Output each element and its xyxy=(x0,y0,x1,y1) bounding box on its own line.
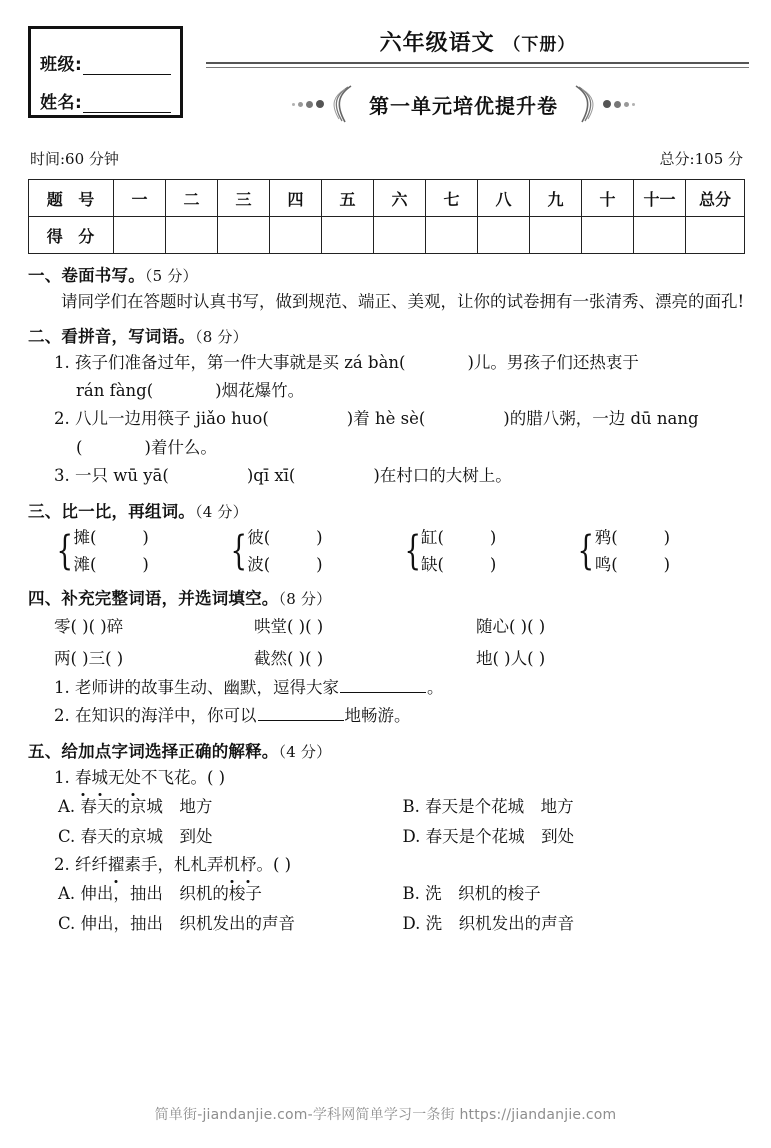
score-col-3: 三 xyxy=(218,180,270,217)
s5q2-option-d[interactable]: D. 洗 织机发出的声音 xyxy=(402,913,575,933)
s5q2-suffix[interactable]: 。( ) xyxy=(256,854,292,874)
s5q2-prefix: 2. 纤纤 xyxy=(54,854,108,874)
class-label: 班级: xyxy=(40,55,83,75)
score-col-1: 一 xyxy=(114,180,166,217)
exam-meta-row xyxy=(30,148,743,169)
section-2-question-2-line-1 xyxy=(28,405,747,433)
paper-subject: 六年级语文 xyxy=(379,31,495,56)
s5q1-prefix: 1. xyxy=(54,767,75,787)
s2q1-part-a: 1. 孩子们准备过年，第一件大事就是买 zá bàn( xyxy=(54,352,406,372)
section-5-question-1-options-row-2 xyxy=(28,822,747,851)
section-5-question-1-stem xyxy=(28,764,747,792)
section-1-points: （5 分） xyxy=(144,267,198,285)
s5q1-option-a[interactable]: A. 春天的京城 地方 xyxy=(58,797,213,817)
s5q1-suffix[interactable]: 不飞花。( ) xyxy=(141,767,226,787)
score-table-row-label-2: 得 分 xyxy=(29,217,114,254)
section-4-fill-2 xyxy=(28,702,747,730)
word-group-2 xyxy=(226,524,400,579)
score-entry-3[interactable] xyxy=(218,217,270,254)
s5q2-option-b[interactable]: B. 洗 织机的梭子 xyxy=(402,884,541,904)
s4f2-part-a: 2. 在知识的海洋中，你可以 xyxy=(54,706,257,726)
s2q2-part-b: )着 hè sè( xyxy=(346,409,426,429)
score-entry-10[interactable] xyxy=(582,217,634,254)
score-entry-4[interactable] xyxy=(270,217,322,254)
s5q2-emphasis-char-1: 擢 xyxy=(108,851,125,879)
page-title xyxy=(206,26,749,62)
section-2-question-1-line-1 xyxy=(28,349,747,377)
score-entry-9[interactable] xyxy=(530,217,582,254)
section-2-question-2-line-2 xyxy=(28,434,747,462)
score-entry-11[interactable] xyxy=(634,217,686,254)
ornament-right-icon xyxy=(574,84,635,124)
score-col-7: 七 xyxy=(426,180,478,217)
s2q3-part-c: )在村口的大树上。 xyxy=(373,466,512,486)
idiom-6[interactable]: 地( )人( ) xyxy=(476,648,546,668)
word-group-1-bottom[interactable]: 滩( ) xyxy=(73,554,149,574)
score-entry-2[interactable] xyxy=(166,217,218,254)
ornament-left-dots xyxy=(292,100,324,108)
word-group-4 xyxy=(573,524,747,579)
table-row-scores xyxy=(29,217,745,254)
section-5-question-2-options-row-2 xyxy=(28,909,747,938)
section-5-heading xyxy=(28,738,747,762)
score-col-11: 十一 xyxy=(634,180,686,217)
score-col-8: 八 xyxy=(478,180,530,217)
chevron-right-flourish-icon xyxy=(574,84,600,124)
section-2-question-1-line-2 xyxy=(28,377,747,405)
exam-paper-page xyxy=(0,26,771,1148)
total-score-text: 总分:105 分 xyxy=(659,150,743,168)
idiom-4[interactable]: 两( )三( ) xyxy=(54,648,124,668)
brace-icon: { xyxy=(56,527,73,574)
s5q2-mid: 素手，札札弄 xyxy=(124,854,224,874)
score-col-9: 九 xyxy=(530,180,582,217)
s2q2-part-c: )的腊八粥，一边 dū nang xyxy=(503,409,699,429)
paper-volume: （下册） xyxy=(503,35,576,55)
s4f1-part-a: 1. 老师讲的故事生动、幽默，逗得大家 xyxy=(54,678,339,698)
exam-title-row xyxy=(178,84,749,124)
section-1-heading xyxy=(28,262,747,286)
brace-icon: { xyxy=(230,527,247,574)
score-entry-6[interactable] xyxy=(374,217,426,254)
idiom-5[interactable]: 截然( )( ) xyxy=(254,648,324,668)
word-group-4-bottom[interactable]: 鸣( ) xyxy=(594,554,671,574)
exam-title: 第一单元培优提升卷 xyxy=(369,93,558,118)
score-col-6: 六 xyxy=(374,180,426,217)
s4f2-part-b: 地畅游。 xyxy=(344,706,411,726)
time-limit-text: 时间:60 分钟 xyxy=(30,150,119,168)
s2q1-part-c: rán fàng( xyxy=(76,381,154,401)
score-entry-5[interactable] xyxy=(322,217,374,254)
score-col-total: 总分 xyxy=(686,180,745,217)
section-4-points: （8 分） xyxy=(278,590,332,609)
score-col-10: 十 xyxy=(582,180,634,217)
student-info-box xyxy=(28,26,183,118)
brace-icon: { xyxy=(577,527,595,574)
score-entry-7[interactable] xyxy=(426,217,478,254)
class-field-row xyxy=(40,37,171,75)
word-group-4-top[interactable]: 鸦( ) xyxy=(594,527,671,547)
score-col-4: 四 xyxy=(270,180,322,217)
section-4-idioms-row-1 xyxy=(28,611,747,642)
section-1-paragraph: 请同学们在答题时认真书写，做到规范、端正、美观，让你的试卷拥有一张清秀、漂亮的面孔! xyxy=(61,292,745,311)
section-3-title: 三、比一比，再组词。 xyxy=(28,501,195,521)
section-4-fill-1 xyxy=(28,674,747,702)
word-group-3 xyxy=(400,524,574,579)
score-col-2: 二 xyxy=(166,180,218,217)
section-5-points: （4 分） xyxy=(278,742,332,761)
footer-watermark: 简单街-jiandanjie.com-学科网简单学习一条街 https://jiandanjie.com xyxy=(154,1107,617,1123)
section-2-heading xyxy=(28,323,747,347)
section-2-question-3 xyxy=(28,462,747,490)
word-group-2-top[interactable]: 彼( ) xyxy=(247,527,323,547)
section-5-question-1-options-row-1 xyxy=(28,792,747,821)
s5q1-mid: 无 xyxy=(108,767,125,787)
brace-icon: { xyxy=(403,527,421,574)
class-input-line[interactable] xyxy=(83,54,171,75)
s5q1-option-d[interactable]: D. 春天是个花城 到处 xyxy=(402,826,575,846)
idiom-2[interactable]: 哄堂( )( ) xyxy=(254,617,324,637)
s5q1-option-b[interactable]: B. 春天是个花城 地方 xyxy=(402,797,574,817)
title-divider xyxy=(206,62,749,68)
score-col-5: 五 xyxy=(322,180,374,217)
word-group-3-top[interactable]: 缸( ) xyxy=(420,527,497,547)
ornament-left-icon xyxy=(292,84,353,124)
section-1-title: 一、卷面书写。 xyxy=(28,266,145,285)
s5q1-emphasis-char-2: 城 xyxy=(92,764,109,792)
s2q1-part-b: )儿。男孩子们还热衷于 xyxy=(467,352,639,372)
s5q2-option-c[interactable]: C. 伸出，抽出 织机发出的声音 xyxy=(58,913,296,933)
s4f2-blank[interactable] xyxy=(258,705,344,721)
section-4-heading xyxy=(28,585,747,609)
s2q3-part-b: )qī xī( xyxy=(246,466,296,486)
s5q1-emphasis-char-1: 春 xyxy=(75,764,92,792)
s2q3-part-a: 3. 一只 wū yā( xyxy=(54,466,169,486)
s5q2-emphasis-char-3: 杼 xyxy=(240,851,257,879)
word-group-1-top[interactable]: 摊( ) xyxy=(73,527,149,547)
s2q2-part-a: 2. 八儿一边用筷子 jiǎo huo( xyxy=(54,409,269,429)
section-5-question-2-stem xyxy=(28,851,747,879)
section-4-title: 四、补充完整词语，并选词填空。 xyxy=(28,589,279,609)
s4f1-part-b: 。 xyxy=(427,678,444,698)
section-2-title: 二、看拼音，写词语。 xyxy=(28,326,195,346)
section-5-question-2-options-row-1 xyxy=(28,879,747,908)
s5q2-emphasis-char-2: 机 xyxy=(224,851,241,879)
ornament-right-dots xyxy=(603,100,635,108)
idiom-3[interactable]: 随心( )( ) xyxy=(476,617,546,637)
s5q1-option-c[interactable]: C. 春天的京城 到处 xyxy=(58,826,213,846)
score-entry-1[interactable] xyxy=(114,217,166,254)
page-header xyxy=(28,26,749,136)
score-table xyxy=(28,179,745,254)
section-2-points: （8 分） xyxy=(195,327,248,346)
s5q2-option-a[interactable]: A. 伸出，抽出 织机的梭子 xyxy=(58,884,262,904)
section-3-heading xyxy=(28,498,747,522)
title-block xyxy=(206,26,749,68)
name-label: 姓名: xyxy=(40,93,83,113)
word-group-2-bottom[interactable]: 波( ) xyxy=(247,554,323,574)
score-table-row-label-1: 题 号 xyxy=(29,180,114,217)
score-entry-total[interactable] xyxy=(686,217,745,254)
name-field-row xyxy=(40,75,171,113)
word-group-3-bottom[interactable]: 缺( ) xyxy=(420,554,497,574)
section-5-title: 五、给加点字词选择正确的解释。 xyxy=(28,741,279,761)
s2q1-part-d: )烟花爆竹。 xyxy=(215,381,305,401)
chevron-left-flourish-icon xyxy=(327,84,353,124)
exam-content xyxy=(28,262,747,938)
word-group-1 xyxy=(52,524,226,579)
section-4-idioms-row-2 xyxy=(28,643,747,674)
s2q2-part-e: )着什么。 xyxy=(144,437,217,457)
score-entry-8[interactable] xyxy=(478,217,530,254)
idiom-1[interactable]: 零( )( )碎 xyxy=(54,617,124,637)
section-3-word-groups xyxy=(28,524,747,579)
s2q2-part-d: ( xyxy=(76,437,83,457)
name-input-line[interactable] xyxy=(83,92,171,113)
s4f1-blank[interactable] xyxy=(340,677,426,693)
section-3-points: （4 分） xyxy=(195,502,248,521)
table-row-question-numbers xyxy=(29,180,745,217)
s5q1-emphasis-char-3: 处 xyxy=(125,764,142,792)
